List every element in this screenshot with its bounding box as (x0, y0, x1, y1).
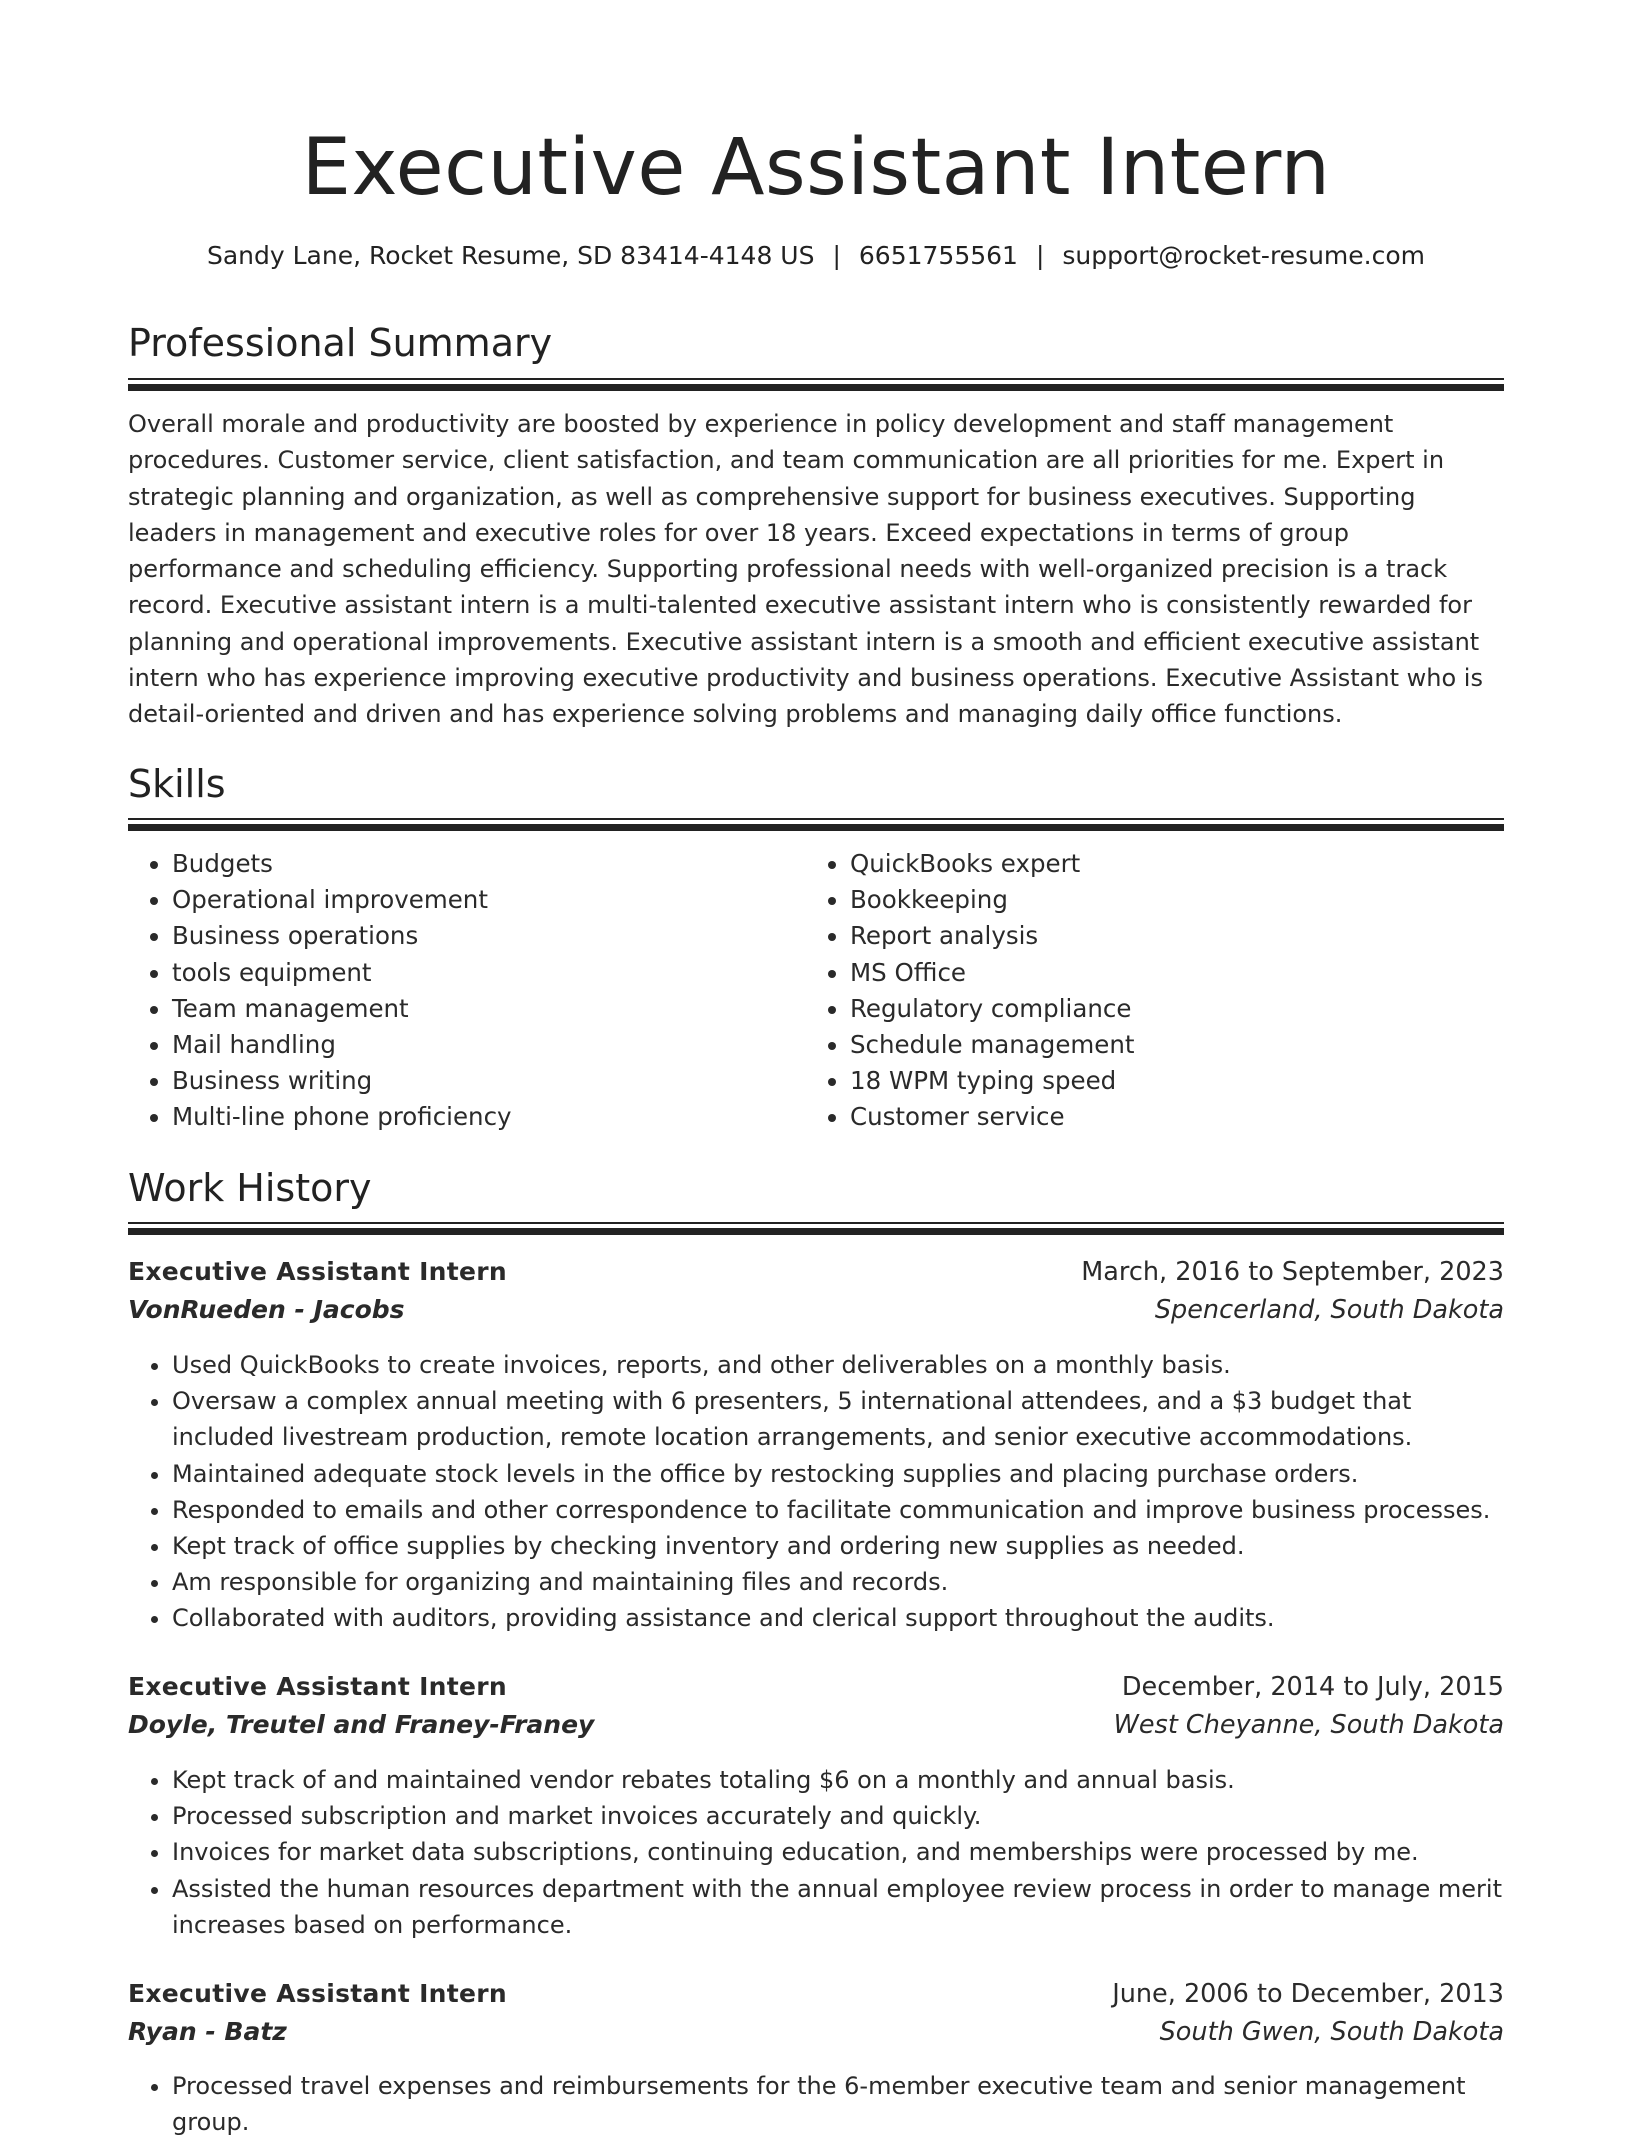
skills-list-right (806, 846, 1490, 1136)
list-item: • Kept track of and maintained vendor rebates totaling $6 on a monthly and annual basis. (172, 1762, 1504, 1798)
skill-item: • Report analysis (850, 918, 1490, 954)
skill-item: • Mail handling (172, 1027, 812, 1063)
skills-heading: Skills (128, 762, 226, 806)
list-item: • Processed subscription and market invoices accurately and quickly. (172, 1798, 1504, 1834)
skill-item: • Multi-line phone proficiency (172, 1099, 812, 1135)
job-location: South Gwen, South Dakota (1159, 2017, 1504, 2047)
job-dates: December, 2014 to July, 2015 (1121, 1672, 1504, 1702)
skill-item: • Operational improvement (172, 882, 812, 918)
job-dates: March, 2016 to September, 2023 (1081, 1257, 1504, 1287)
skill-item: • Business operations (172, 918, 812, 954)
contact-email: support@rocket-resume.com (1062, 241, 1426, 270)
job-location: West Cheyanne, South Dakota (1113, 1710, 1504, 1740)
skill-item: • tools equipment (172, 955, 812, 991)
skill-item: • MS Office (850, 955, 1490, 991)
skill-item: • Customer service (850, 1099, 1490, 1135)
job-location: Spencerland, South Dakota (1154, 1295, 1504, 1325)
job-company: Ryan - Batz (128, 2017, 287, 2046)
job-title: Executive Assistant Intern (128, 1979, 508, 2008)
skill-item: • Budgets (172, 846, 812, 882)
job-bullets (128, 1762, 1504, 1943)
skill-item: • QuickBooks expert (850, 846, 1490, 882)
list-item: • Collaborated with auditors, providing assistance and clerical support throughout the audits. (172, 1600, 1504, 1636)
contact-line (128, 238, 1504, 274)
work-heading: Work History (128, 1166, 372, 1210)
summary-heading: Professional Summary (128, 321, 553, 365)
skill-item: • 18 WPM typing speed (850, 1063, 1490, 1099)
list-item: • Kept track of office supplies by checking inventory and ordering new supplies as needed. (172, 1528, 1504, 1564)
skills-list-left (128, 846, 812, 1136)
list-item: • Am responsible for organizing and maintaining files and records. (172, 1564, 1504, 1600)
contact-separator: | (832, 241, 841, 270)
job-company: VonRueden - Jacobs (128, 1295, 405, 1324)
job-dates: June, 2006 to December, 2013 (1112, 1979, 1504, 2009)
list-item: • Invoices for market data subscriptions, continuing education, and memberships were processed by me. (172, 1834, 1504, 1870)
skill-item: • Team management (172, 991, 812, 1027)
job-title: Executive Assistant Intern (128, 1672, 508, 1701)
list-item: • Used QuickBooks to create invoices, reports, and other deliverables on a monthly basis. (172, 1347, 1504, 1383)
job-title: Executive Assistant Intern (128, 1257, 508, 1286)
list-item: • Responded to emails and other correspondence to facilitate communication and improve business processes. (172, 1492, 1504, 1528)
summary-divider (128, 378, 1504, 391)
skill-item: • Schedule management (850, 1027, 1490, 1063)
work-divider (128, 1222, 1504, 1235)
list-item: • Oversaw a complex annual meeting with 6 presenters, 5 international attendees, and a $3 budget that included livestream production, remote location arrangements, and senior executive accommodations. (172, 1383, 1504, 1455)
summary-text: Overall morale and productivity are boosted by experience in policy development and staff management procedures. Customer service, client satisfaction, and team communication are all priorities for me. Expert in strategic planning and organization, as well as comprehensive support for business executives. Supporting leaders in management and executive roles for over 18 years. Exceed expectations in terms of group performance and scheduling efficiency. Supporting professional needs with well-organized precision is a track record. Executive assistant intern is a multi-talented executive assistant intern who is consistently rewarded for planning and operational improvements. Executive assistant intern is a smooth and efficient executive assistant intern who has experience improving executive productivity and business operations. Executive Assistant who is detail-oriented and driven and has experience solving problems and managing daily office functions. (128, 410, 1483, 729)
contact-separator: | (1035, 241, 1045, 270)
skills-divider (128, 818, 1504, 831)
job-bullets (128, 2068, 1504, 2140)
list-item: • Assisted the human resources department with the annual employee review process in order to manage merit increases based on performance. (172, 1871, 1504, 1943)
contact-address: Sandy Lane, Rocket Resume, SD 83414-4148 US (206, 241, 815, 270)
job-company: Doyle, Treutel and Franey-Franey (128, 1710, 595, 1739)
contact-phone: 6651755561 (858, 241, 1018, 270)
job-bullets (128, 1347, 1504, 1637)
list-item: • Maintained adequate stock levels in the office by restocking supplies and placing purchase orders. (172, 1456, 1504, 1492)
list-item: • Processed travel expenses and reimbursements for the 6-member executive team and senior management group. (172, 2068, 1504, 2140)
skill-item: • Regulatory compliance (850, 991, 1490, 1027)
resume-name: Executive Assistant Intern (301, 123, 1331, 213)
skill-item: • Bookkeeping (850, 882, 1490, 918)
skill-item: • Business writing (172, 1063, 812, 1099)
